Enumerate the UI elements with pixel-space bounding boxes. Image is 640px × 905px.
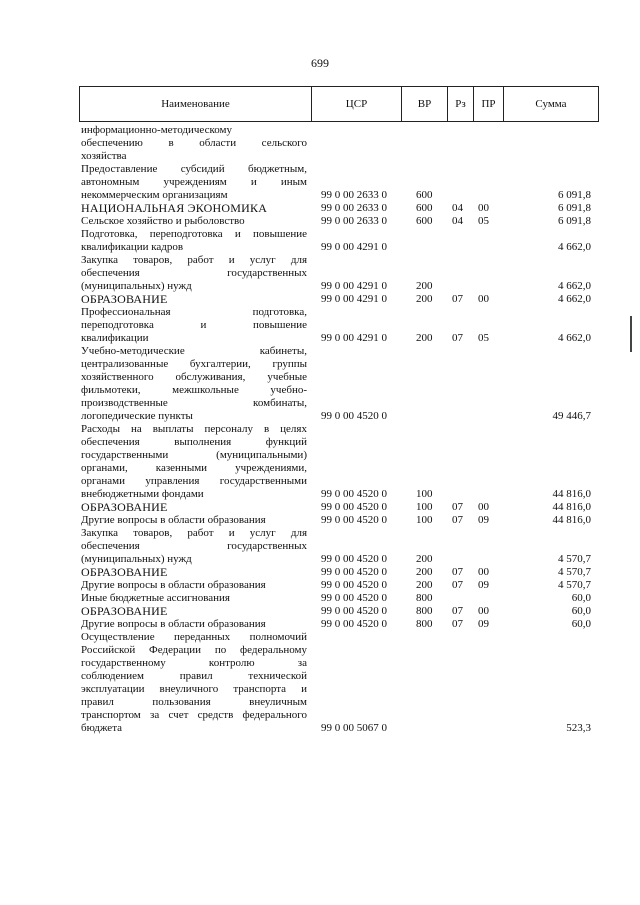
row-vr: 800 [416,605,433,617]
row-name-line: централизованные бухгалтерии, группы [81,358,307,370]
row-csr: 99 0 00 4291 0 [321,332,387,344]
row-sum: 4 570,7 [558,566,591,578]
row-name-line: обеспечения государственных [81,540,307,552]
row-name-line: Учебно-методические кабинеты, [81,345,307,357]
row-name-line: некоммерческим организациям [81,189,228,201]
row-name-line: Другие вопросы в области образования [81,579,266,591]
row-name [79,501,307,514]
row-vr: 200 [416,280,433,292]
row-csr: 99 0 00 2633 0 [321,215,387,227]
row-name-line: правил пользования внеуличным [81,696,307,708]
row-name-line: (муниципальных) нужд [81,553,192,565]
table-row [79,345,599,423]
table-row [79,592,599,605]
row-name-line: ОБРАЗОВАНИЕ [81,605,168,618]
row-sum: 44 816,0 [552,488,591,500]
row-name-line: производственные комбинаты, [81,397,307,409]
row-name-line: соблюдением правил технической [81,670,307,682]
row-name-line: обеспечения выполнения функций [81,436,307,448]
row-sum: 4 662,0 [558,241,591,253]
table-row [79,124,599,163]
row-csr: 99 0 00 4291 0 [321,241,387,253]
row-name [79,605,307,618]
row-pr: 00 [478,566,489,578]
row-pr: 00 [478,501,489,513]
table-row [79,423,599,501]
row-vr: 200 [416,332,433,344]
row-name [79,618,307,631]
row-vr: 100 [416,514,433,526]
row-name-line: Иные бюджетные ассигнования [81,592,230,604]
row-name-line: Осуществление переданных полномочий [81,631,307,643]
row-sum: 60,0 [571,618,591,630]
row-name [79,423,307,501]
row-csr: 99 0 00 2633 0 [321,189,387,201]
column-header-csr: ЦСР [312,87,402,121]
row-name [79,254,307,293]
row-name-line: автономным учреждениям и иным [81,176,307,188]
row-rz: 04 [452,202,463,214]
row-name-line: Другие вопросы в области образования [81,514,266,526]
row-rz: 07 [452,566,463,578]
row-name [79,514,307,527]
table-row [79,605,599,618]
table-row [79,579,599,592]
row-sum: 523,3 [566,722,591,734]
row-vr: 200 [416,553,433,565]
row-sum: 49 446,7 [552,410,591,422]
row-csr: 99 0 00 4520 0 [321,579,387,591]
row-name-line: государственному контролю за [81,657,307,669]
row-name-line: транспортом за счет средств федерального [81,709,307,721]
table-row [79,631,599,735]
column-header-vr: ВР [402,87,448,121]
row-vr: 800 [416,592,433,604]
row-vr: 200 [416,293,433,305]
row-name-line: хозяйственного обслуживания, учебные [81,371,307,383]
row-name-line: обеспечению в области сельского [81,137,307,149]
column-header-sum: Сумма [535,98,567,110]
row-name-line: хозяйства [81,150,127,162]
row-name-line: Профессиональная подготовка, [81,306,307,318]
row-name-line: государственными (муниципальными) [81,449,307,461]
row-name [79,631,307,735]
row-name-line: Закупка товаров, работ и услуг для [81,527,307,539]
row-vr: 600 [416,215,433,227]
row-name-line: ОБРАЗОВАНИЕ [81,566,168,579]
row-rz: 07 [452,332,463,344]
row-sum: 44 816,0 [552,501,591,513]
row-name-line: переподготовка и повышение [81,319,307,331]
row-name [79,228,307,254]
row-name-line: Расходы на выплаты персоналу в целях [81,423,307,435]
row-name-line: Предоставление субсидий бюджетным, [81,163,307,175]
row-csr: 99 0 00 4520 0 [321,566,387,578]
row-sum: 4 570,7 [558,579,591,591]
row-pr: 09 [478,514,489,526]
row-name-line: Российской Федерации по федеральному [81,644,307,656]
row-name [79,293,307,306]
row-sum: 4 662,0 [558,332,591,344]
table-row [79,501,599,514]
row-name-line: органами, казенными учреждениями, [81,462,307,474]
row-csr: 99 0 00 2633 0 [321,202,387,214]
row-csr: 99 0 00 4291 0 [321,280,387,292]
row-name-line: ОБРАЗОВАНИЕ [81,501,168,514]
row-csr: 99 0 00 4291 0 [321,293,387,305]
row-sum: 4 662,0 [558,280,591,292]
row-name-line: Сельское хозяйство и рыболовство [81,215,245,227]
row-pr: 09 [478,618,489,630]
row-pr: 05 [478,215,489,227]
row-name-line: ОБРАЗОВАНИЕ [81,293,168,306]
row-csr: 99 0 00 4520 0 [321,605,387,617]
row-name [79,579,307,592]
row-rz: 07 [452,293,463,305]
row-pr: 05 [478,332,489,344]
row-rz: 07 [452,501,463,513]
row-sum: 6 091,8 [558,202,591,214]
row-sum: 60,0 [571,605,591,617]
scan-edge-mark [630,316,632,352]
row-name-line: бюджета [81,722,123,734]
row-name [79,124,307,163]
row-csr: 99 0 00 4520 0 [321,553,387,565]
row-name-line: квалификации [81,332,149,344]
row-sum: 6 091,8 [558,215,591,227]
row-csr: 99 0 00 4520 0 [321,514,387,526]
row-name-line: обеспечения государственных [81,267,307,279]
row-name-line: квалификации кадров [81,241,184,253]
row-sum: 4 570,7 [558,553,591,565]
row-name [79,215,307,228]
row-name [79,527,307,566]
column-header-rz: Рз [448,87,474,121]
row-name-line: НАЦИОНАЛЬНАЯ ЭКОНОМИКА [81,202,268,215]
column-header-name: Наименование [80,87,312,121]
row-vr: 800 [416,618,433,630]
row-sum: 44 816,0 [552,514,591,526]
row-name-line: Закупка товаров, работ и услуг для [81,254,307,266]
row-name-line: логопедические пункты [81,410,193,422]
column-header-pr: ПР [474,87,504,121]
row-pr: 00 [478,293,489,305]
row-rz: 07 [452,579,463,591]
row-sum: 6 091,8 [558,189,591,201]
row-csr: 99 0 00 5067 0 [321,722,387,734]
row-rz: 07 [452,618,463,630]
row-sum: 60,0 [571,592,591,604]
table-header [79,86,599,122]
table-row [79,514,599,527]
row-vr: 200 [416,579,433,591]
row-name-line: внебюджетными фондами [81,488,204,500]
table-row [79,306,599,345]
row-sum: 4 662,0 [558,293,591,305]
table-row [79,566,599,579]
row-csr: 99 0 00 4520 0 [321,410,387,422]
row-csr: 99 0 00 4520 0 [321,618,387,630]
table-body [79,124,599,735]
row-rz: 07 [452,605,463,617]
row-vr: 100 [416,488,433,500]
row-name-line: фильмотеки, межшкольные учебно- [81,384,307,396]
row-name [79,163,307,202]
table-row [79,228,599,254]
row-name-line: Подготовка, переподготовка и повышение [81,228,307,240]
page-number: 699 [311,56,329,70]
row-rz: 07 [452,514,463,526]
row-vr: 600 [416,202,433,214]
row-name [79,202,307,215]
table-row [79,163,599,202]
row-name-line: эксплуатации внеуличного транспорта и [81,683,307,695]
row-name [79,592,307,605]
row-csr: 99 0 00 4520 0 [321,501,387,513]
row-pr: 00 [478,202,489,214]
row-csr: 99 0 00 4520 0 [321,592,387,604]
row-name-line: (муниципальных) нужд [81,280,192,292]
table-row [79,527,599,566]
row-vr: 600 [416,189,433,201]
row-name [79,566,307,579]
row-pr: 00 [478,605,489,617]
row-name-line: Другие вопросы в области образования [81,618,266,630]
row-vr: 200 [416,566,433,578]
table-row [79,202,599,215]
table-row [79,254,599,293]
row-pr: 09 [478,579,489,591]
row-name [79,306,307,345]
table-row [79,293,599,306]
row-name [79,345,307,423]
table-row [79,618,599,631]
row-csr: 99 0 00 4520 0 [321,488,387,500]
table-row [79,215,599,228]
row-name-line: информационно-методическому [81,124,232,136]
row-name-line: органами управления государственными [81,475,307,487]
row-vr: 100 [416,501,433,513]
row-rz: 04 [452,215,463,227]
